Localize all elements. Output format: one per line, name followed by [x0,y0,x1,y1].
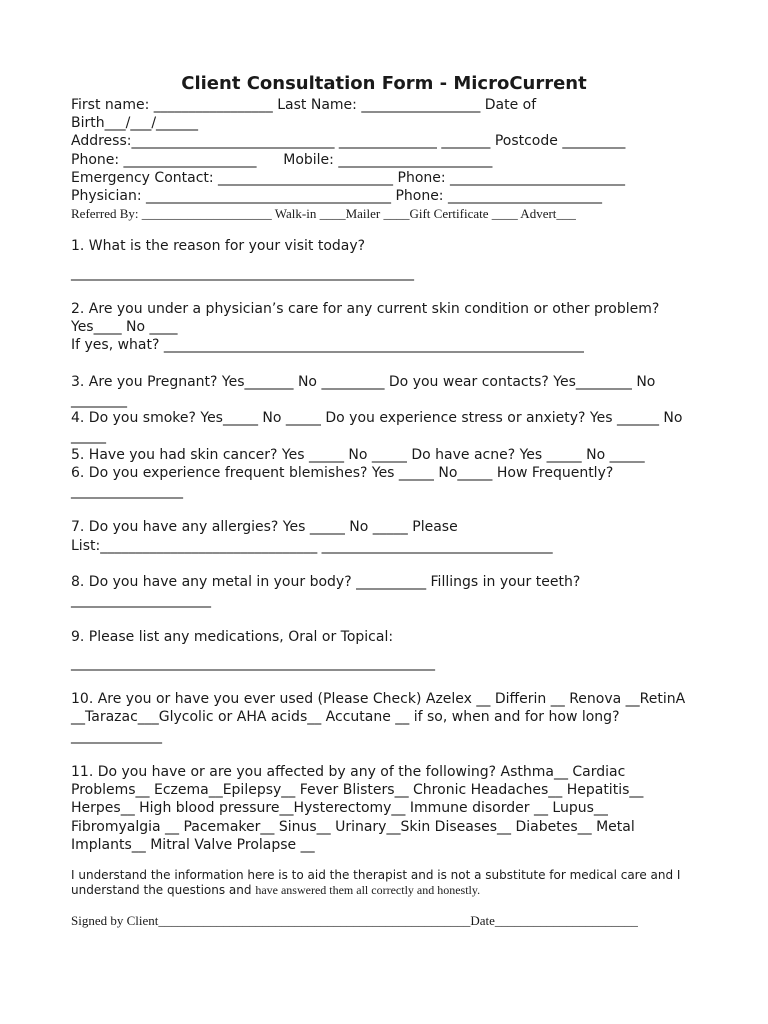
question-11[interactable]: 11. Do you have or are you affected by any of the following? Asthma__ Cardiac Problems__ Eczema__Epilepsy__ Fever Blisters__ Chronic Headaches__ Hepatitis__ Herpes__ High blood pressure__Hysterectomy__ Immune disorder __ Lupus__ Fibromyalgia __ Pacemaker__ Sinus__ Urinary__Skin Diseases__ Diabetes__ Metal Implants__ Mitral Valve Prolapse __ [71,764,644,853]
question-2[interactable]: 2. Are you under a physician’s care for any current skin condition or other problem? Yes____ No ____ [71,301,660,336]
form-title: Client Consultation Form - MicroCurrent [181,73,587,94]
question-1: 1. What is the reason for your visit today? [71,238,366,255]
disclaimer-text: I understand the information here is to aid the therapist and is not a substitute for medical care and I understand the questions and [71,868,681,898]
physician-field[interactable]: Physician: ___________________________________ Phone: ______________________ [71,188,602,205]
name-fields-line[interactable]: First name: _________________ Last Name: _________________ Date of [71,97,537,113]
disclaimer [71,868,693,898]
question-2-followup[interactable]: If yes, what? ____________________________________________________________ [71,337,584,354]
phone-mobile-fields[interactable]: Phone: ___________________ Mobile: ______________________ [71,151,493,168]
referred-by-field[interactable]: Referred By: ____________________ Walk-in ____Mailer ____Gift Certificate ____ Advert___ [71,206,576,222]
question-9-answer[interactable]: ____________________________________________________ [71,654,435,671]
form-body [71,96,693,930]
question-9: 9. Please list any medications, Oral or Topical: [71,628,394,645]
question-10[interactable]: 10. Are you or have you ever used (Please Check) Azelex __ Differin __ Renova __RetinA __Tarazac___Glycolic or AHA acids__ Accutane __ if so, when and for how long? _____________ [71,691,686,744]
question-6[interactable]: 6. Do you experience frequent blemishes? Yes _____ No_____ How Frequently? ________________ [71,464,614,500]
address-field[interactable]: Address:_____________________________ ______________ _______ Postcode _________ [71,133,626,150]
question-7[interactable]: 7. Do you have any allergies? Yes _____ No _____ Please List:_______________________________ _________________________________ [71,519,553,554]
disclaimer-text-end: have answered them all correctly and honestly. [255,883,481,898]
question-3[interactable]: 3. Are you Pregnant? Yes_______ No _________ Do you wear contacts? Yes________ No ________ [71,373,656,409]
question-5[interactable]: 5. Have you had skin cancer? Yes _____ No _____ Do have acne? Yes _____ No _____ [71,446,645,463]
birth-date-field[interactable]: Birth___/___/______ [71,115,199,132]
question-8[interactable]: 8. Do you have any metal in your body? __________ Fillings in your teeth? ____________________ [71,574,581,609]
signature-date-line[interactable]: Signed by Client________________________________________________Date______________________ [71,913,638,929]
emergency-contact-field[interactable]: Emergency Contact: _________________________ Phone: _________________________ [71,169,626,186]
question-1-answer[interactable]: _________________________________________________ [71,264,414,281]
question-4[interactable]: 4. Do you smoke? Yes_____ No _____ Do you experience stress or anxiety? Yes ______ No _____ [71,410,683,445]
